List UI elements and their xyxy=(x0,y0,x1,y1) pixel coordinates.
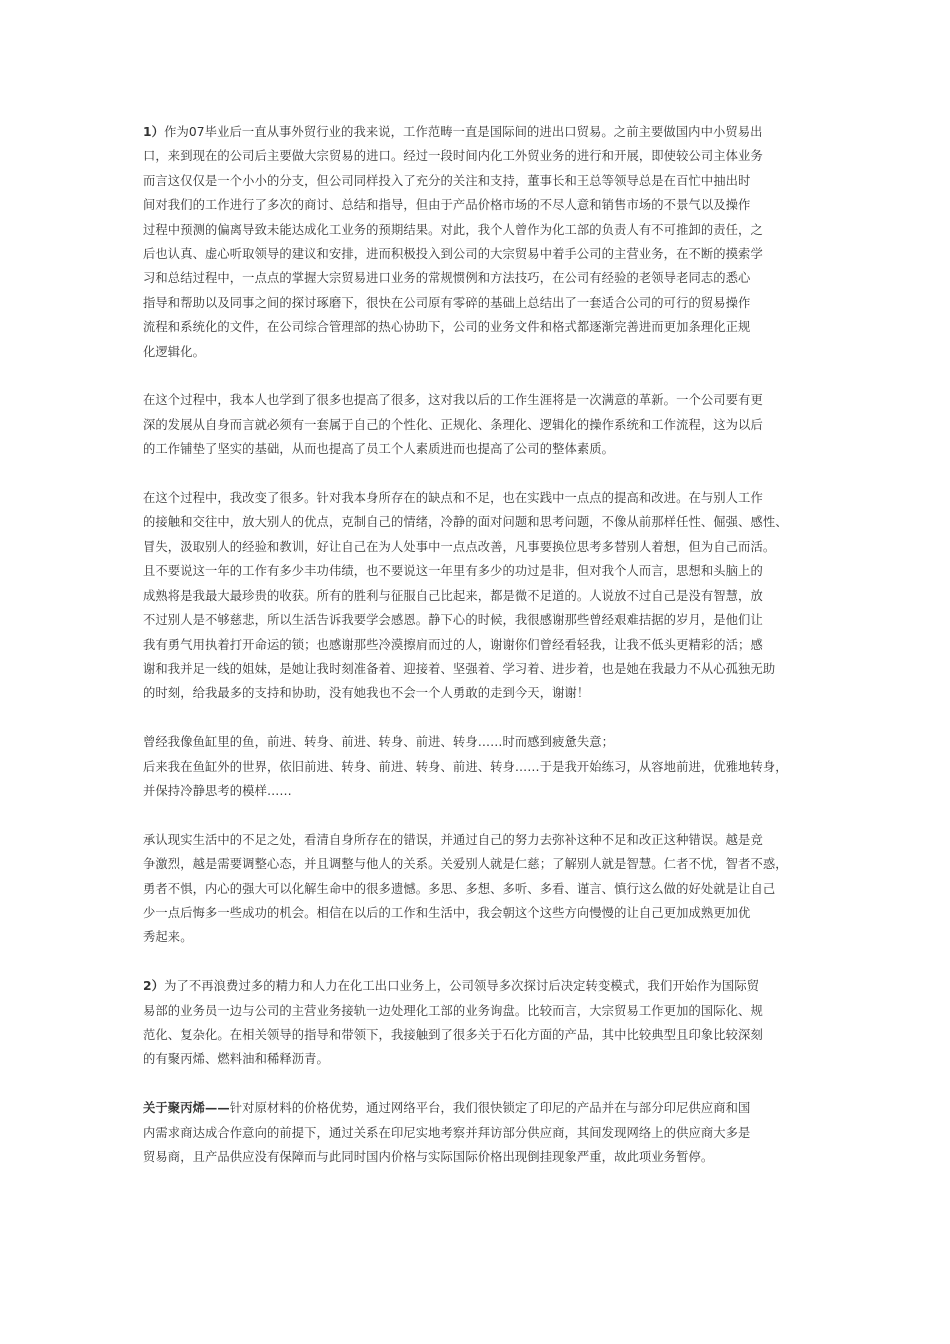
text-line: 秀起来。 xyxy=(143,930,193,945)
text-line: 后也认真、虚心听取领导的建议和安排，进而积极投入到公司的大宗贸易中着手公司的主营业务，在不断的摸索学 xyxy=(143,247,763,262)
text-line: 间对我们的工作进行了多次的商讨、总结和指导，但由于产品价格市场的不尽人意和销售市场的不景气以及操作 xyxy=(143,198,751,213)
text-line: 谢和我并足一线的姐妹，是她让我时刻准备着、迎接着、坚强着、学习着、进步着，也是她在我最力不从心孤独无助 xyxy=(143,661,776,676)
paragraph-7 xyxy=(143,1096,809,1169)
paragraph-4 xyxy=(143,730,809,803)
text-line: 承认现实生活中的不足之处，看清自身所存在的错误，并通过自己的努力去弥补这种不足和改正这种错误。越是竞 xyxy=(143,832,763,847)
text-line: 后来我在鱼缸外的世界，依旧前进、转身、前进、转身、前进、转身……于是我开始练习，从容地前进，优雅地转身， xyxy=(143,759,788,774)
text-line: 2）为了不再浪费过多的精力和人力在化工出口业务上，公司领导多次探讨后决定转变模式，我们开始作为国际贸 xyxy=(143,979,760,994)
text-line: 不过别人是不够慈悲，所以生活告诉我要学会感恩。静下心的时候，我很感谢那些曾经艰难拮据的岁月，是他们让 xyxy=(143,613,763,628)
paragraph-5 xyxy=(143,828,809,950)
text-line: 我有勇气用执着打开命运的锁；也感谢那些冷漠擦肩而过的人，谢谢你们曾经看轻我，让我不低头更精彩的活；感 xyxy=(143,637,763,652)
paragraph-lead: 1） xyxy=(143,125,165,139)
text-line: 少一点后悔多一些成功的机会。相信在以后的工作和生活中，我会朝这个这些方向慢慢的让自己更加成熟更加优 xyxy=(143,905,751,920)
text-line: 深的发展从自身而言就必须有一套属于自己的个性化、正规化、条理化、逻辑化的操作系统和工作流程，这为以后 xyxy=(143,417,763,432)
paragraph-lead: 2） xyxy=(143,979,165,994)
text-line: 口，来到现在的公司后主要做大宗贸易的进口。经过一段时间内化工外贸业务的进行和开展，即使较公司主体业务 xyxy=(143,149,763,164)
text-line: 范化、复杂化。在相关领导的指导和带领下，我接触到了很多关于石化方面的产品，其中比较典型且印象比较深刻 xyxy=(143,1027,763,1042)
paragraph-3 xyxy=(143,486,809,706)
text-line: 的有聚丙烯、燃料油和稀释沥青。 xyxy=(143,1052,329,1067)
section-heading: 关于聚丙烯—— xyxy=(143,1101,230,1116)
text-line: 的接触和交往中，放大别人的优点，克制自己的情绪，冷静的面对问题和思考问题，不像从前那样任性、倔强、感性、 xyxy=(143,515,788,530)
text-line: 而言这仅仅是一个小小的分支，但公司同样投入了充分的关注和支持，董事长和王总等领导总是在百忙中抽出时 xyxy=(143,173,751,188)
text-line: 化逻辑化。 xyxy=(143,344,205,359)
text-line: 关于聚丙烯——针对原材料的价格优势，通过网络平台，我们很快锁定了印尼的产品并在与部分印尼供应商和国 xyxy=(143,1101,751,1116)
text-line: 勇者不惧，内心的强大可以化解生命中的很多遗憾。多思、多想、多听、多看、谨言、慎行这么做的好处就是让自己 xyxy=(143,881,776,896)
document-body xyxy=(143,120,809,1194)
text-line: 在这个过程中，我改变了很多。针对我本身所存在的缺点和不足，也在实践中一点点的提高和改进。在与别人工作 xyxy=(143,491,763,506)
text-line: 且不要说这一年的工作有多少丰功伟绩，也不要说这一年里有多少的功过是非，但对我个人而言，思想和头脑上的 xyxy=(143,564,763,579)
text-line: 易部的业务员一边与公司的主营业务接轨一边处理化工部的业务询盘。比较而言，大宗贸易工作更加的国际化、规 xyxy=(143,1003,763,1018)
text-line: 冒失，汲取别人的经验和教训，好让自己在为人处事中一点点改善，凡事要换位思考多替别人着想，但为自己而活。 xyxy=(143,539,776,554)
text-line: 1）作为07毕业后一直从事外贸行业的我来说，工作范畴一直是国际间的进出口贸易。之前主要做国内中小贸易出 xyxy=(143,125,763,139)
text-line: 的时刻，给我最多的支持和协助，没有她我也不会一个人勇敢的走到今天，谢谢！ xyxy=(143,686,590,701)
paragraph-1 xyxy=(143,120,809,364)
text-line: 争激烈，越是需要调整心态，并且调整与他人的关系。关爱别人就是仁慈；了解别人就是智慧。仁者不忧，智者不惑， xyxy=(143,857,788,872)
text-line: 的工作铺垫了坚实的基础，从而也提高了员工个人素质进而也提高了公司的整体素质。 xyxy=(143,442,615,457)
text-line: 成熟将是我最大最珍贵的收获。所有的胜利与征服自己比起来，都是微不足道的。人说放不过自己是没有智慧，放 xyxy=(143,588,763,603)
text-line: 流程和系统化的文件，在公司综合管理部的热心协助下，公司的业务文件和格式都逐渐完善进而更加条理化正规 xyxy=(143,320,751,335)
text-line: 曾经我像鱼缸里的鱼，前进、转身、前进、转身、前进、转身……时而感到疲惫失意； xyxy=(143,735,615,750)
text-line: 并保持冷静思考的模样…… xyxy=(143,783,292,798)
paragraph-2 xyxy=(143,388,809,461)
text-line: 在这个过程中，我本人也学到了很多也提高了很多，这对我以后的工作生涯将是一次满意的革新。一个公司要有更 xyxy=(143,393,763,408)
text-line: 习和总结过程中，一点点的掌握大宗贸易进口业务的常规惯例和方法技巧，在公司有经验的老领导老同志的悉心 xyxy=(143,271,751,286)
text-line: 过程中预测的偏离导致未能达成化工业务的预期结果。对此，我个人曾作为化工部的负责人有不可推卸的责任，之 xyxy=(143,222,763,237)
text-line: 指导和帮助以及同事之间的探讨琢磨下，很快在公司原有零碎的基础上总结出了一套适合公司的可行的贸易操作 xyxy=(143,295,751,310)
text-line: 内需求商达成合作意向的前提下，通过关系在印尼实地考察并拜访部分供应商，其间发现网络上的供应商大多是 xyxy=(143,1125,751,1140)
paragraph-6 xyxy=(143,974,809,1072)
text-line: 贸易商，且产品供应没有保障而与此同时国内价格与实际国际价格出现倒挂现象严重，故此项业务暂停。 xyxy=(143,1149,714,1164)
